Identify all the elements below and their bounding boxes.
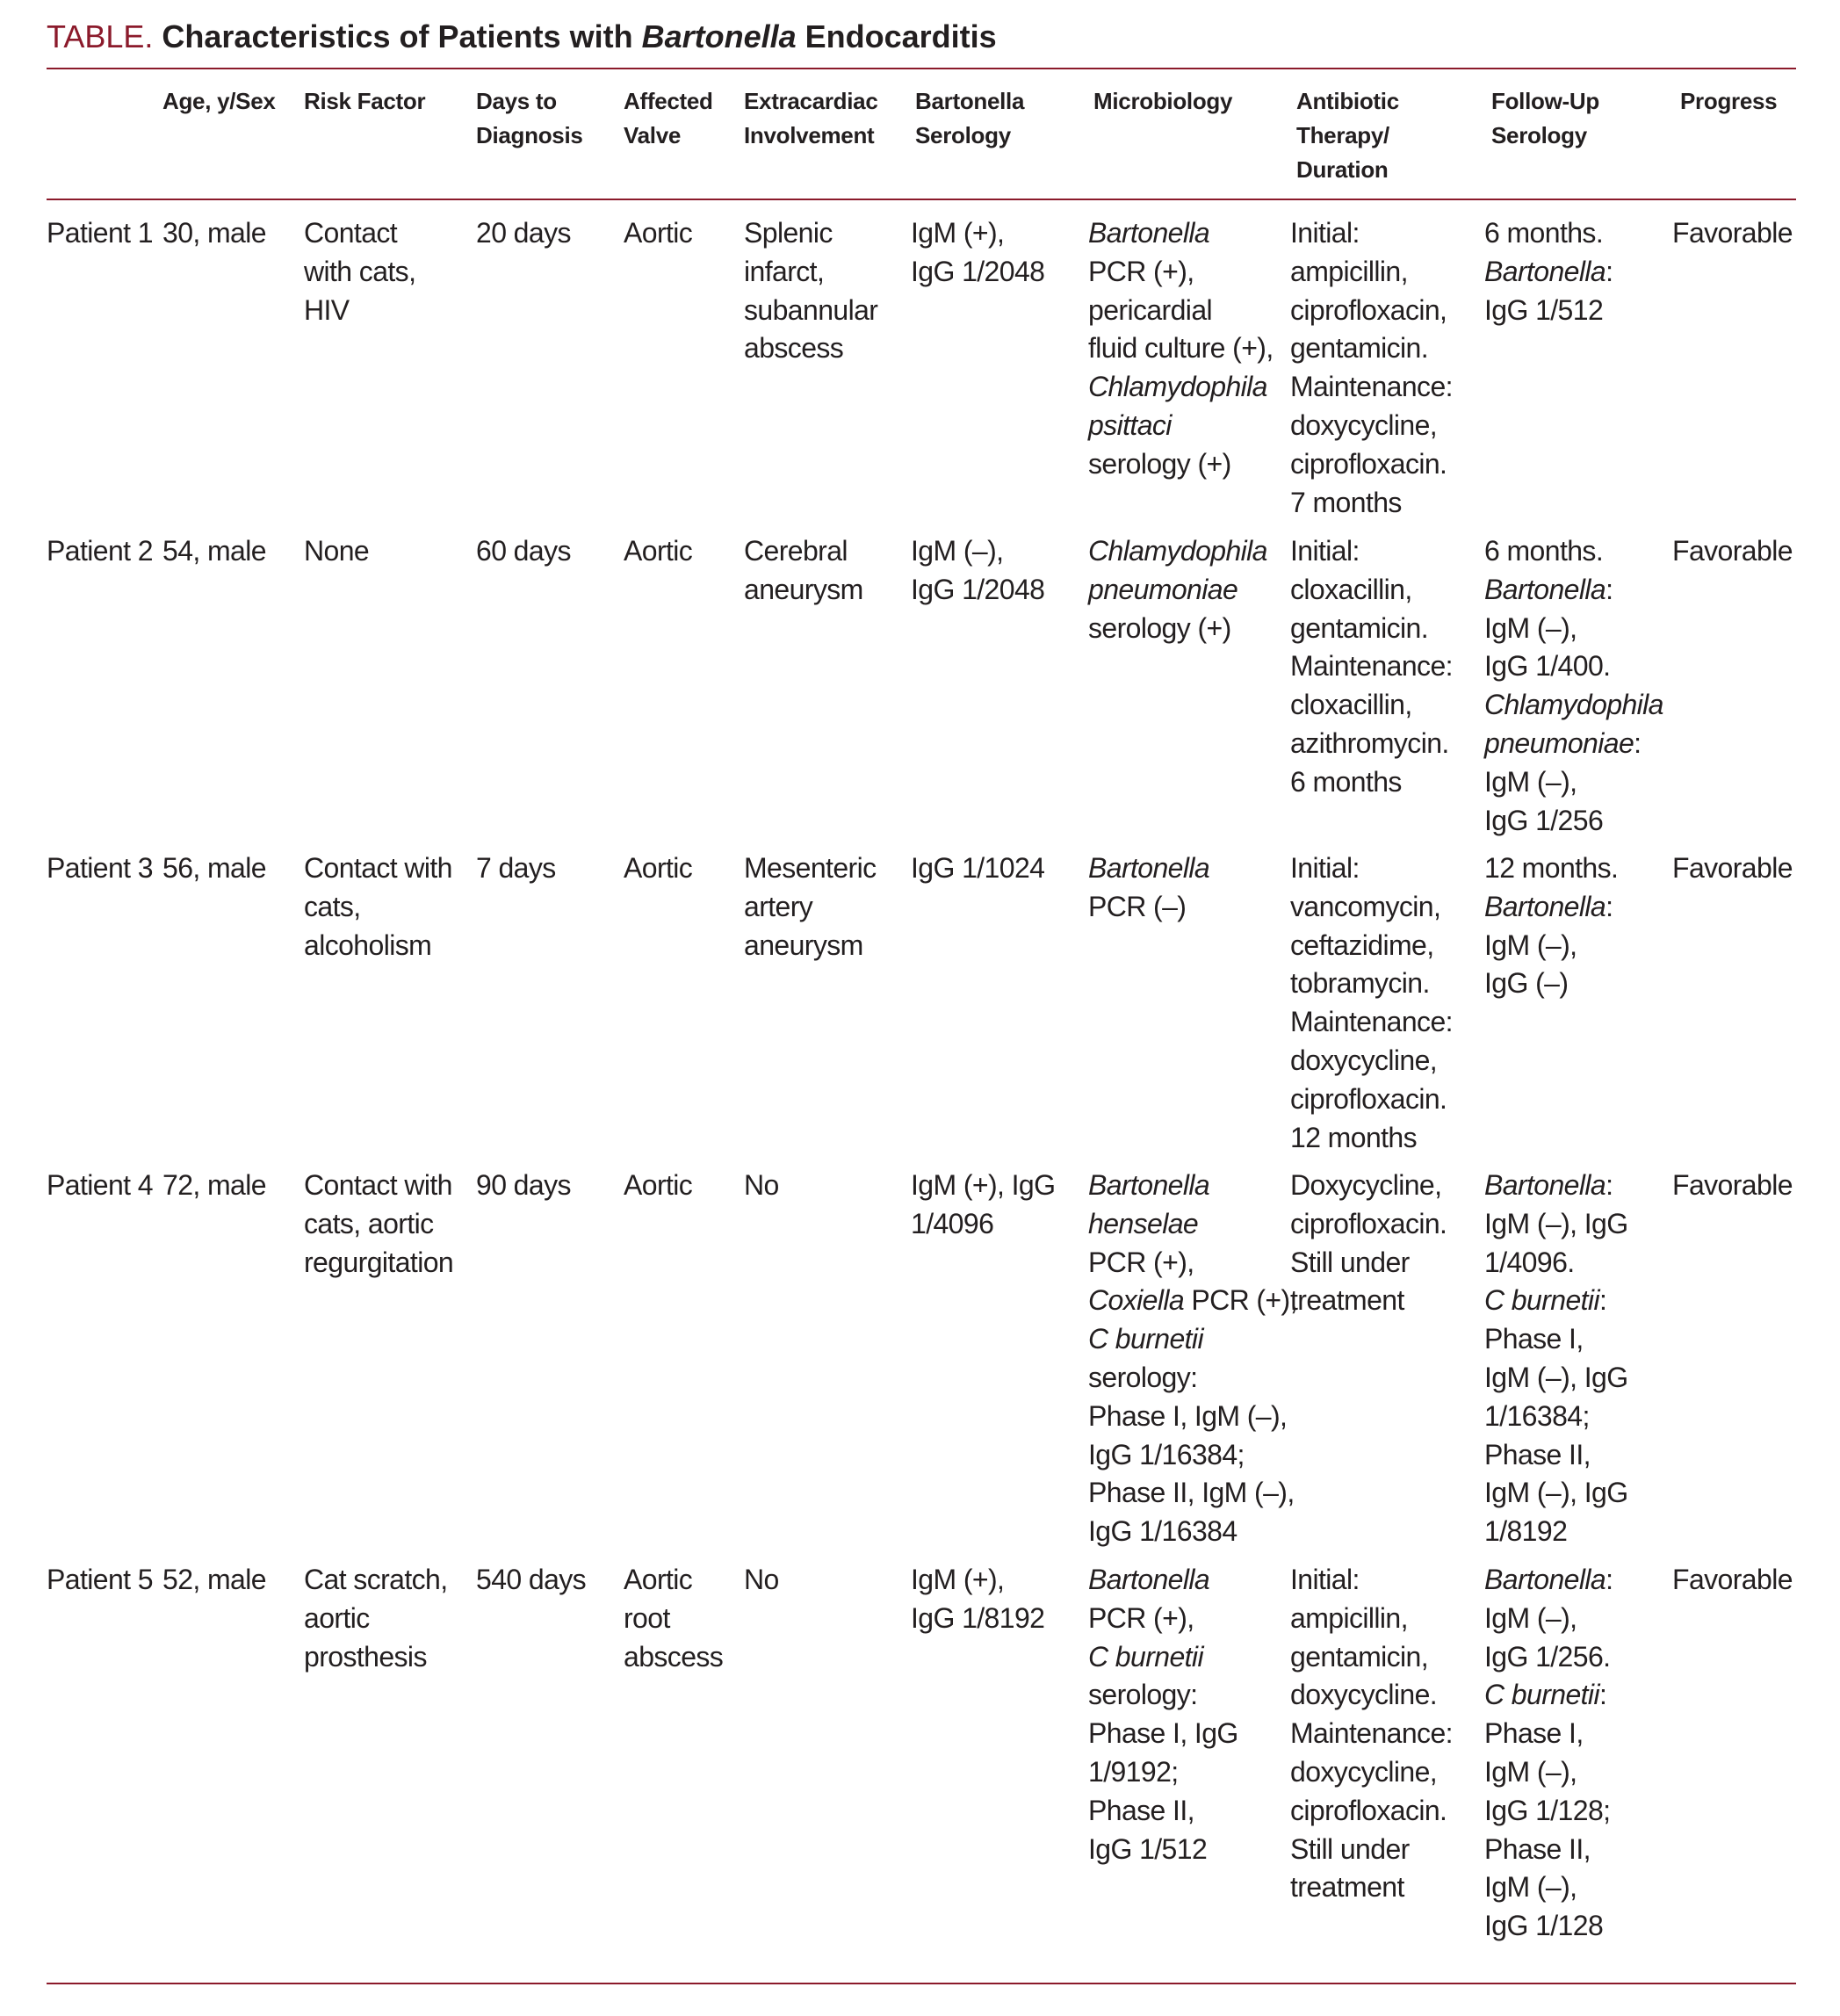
follow-up-serology-cell: 12 months. Bartonella: IgM (–), IgG (–) [1484, 852, 1619, 1000]
follow-up-serology-cell: Bartonella: IgM (–), IgG 1/4096. C burnetii: Phase I, IgM (–), IgG 1/16384; Phase II, IgM (–), IgG 1/8192 [1484, 1169, 1628, 1548]
progress-cell: Favorable [1672, 535, 1793, 567]
bartonella-serology-cell: IgG 1/1024 [911, 852, 1045, 884]
risk-factor-cell: Contact with cats, HIV [304, 217, 416, 326]
risk-factor-cell: Contact with cats, aortic regurgitation [304, 1169, 454, 1278]
age-sex-cell: 52, male [162, 1564, 266, 1595]
age-sex-cell: 54, male [162, 535, 266, 567]
age-sex-cell: 56, male [162, 852, 266, 884]
caption-title-pre: Characteristics of Patients with [162, 18, 633, 54]
header-antibiotic-therapy: Antibiotic Therapy/ Duration [1296, 88, 1399, 183]
affected-valve-cell: Aortic [624, 852, 693, 884]
extracardiac-cell: No [744, 1169, 779, 1201]
progress-cell: Favorable [1672, 852, 1793, 884]
header-bartonella-serology: Bartonella Serology [915, 88, 1025, 148]
caption-title [162, 18, 996, 54]
progress-cell: Favorable [1672, 1169, 1793, 1201]
age-sex-cell: 72, male [162, 1169, 266, 1201]
antibiotic-therapy-cell: Initial: ampicillin, ciprofloxacin, gentamicin. Maintenance: doxycycline, ciprofloxacin. 7 months [1290, 217, 1453, 518]
top-rule [47, 68, 1796, 69]
microbiology-cell: Bartonella henselae PCR (+), Coxiella PCR (+), C burnetii serology: Phase I, IgM (–), IgG 1/16384; Phase II, IgM (–), IgG 1/16384 [1088, 1169, 1297, 1548]
caption-title-post: Endocarditis [805, 18, 997, 54]
patient-cell: Patient 3 [47, 852, 153, 884]
days-to-diagnosis-cell: 7 days [476, 852, 556, 884]
header-extracardiac: Extracardiac Involvement [744, 88, 878, 148]
header-progress: Progress [1680, 88, 1778, 114]
patient-cell: Patient 4 [47, 1169, 153, 1201]
antibiotic-therapy-cell: Initial: cloxacillin, gentamicin. Maintenance: cloxacillin, azithromycin. 6 months [1290, 535, 1453, 798]
caption-title-italic: Bartonella [641, 18, 797, 54]
bartonella-serology-cell: IgM (–), IgG 1/2048 [911, 535, 1045, 605]
header-microbiology: Microbiology [1093, 88, 1233, 114]
patient-cell: Patient 5 [47, 1564, 153, 1595]
days-to-diagnosis-cell: 90 days [476, 1169, 571, 1201]
progress-cell: Favorable [1672, 217, 1793, 249]
caption-label: TABLE. [47, 18, 154, 54]
days-to-diagnosis-cell: 20 days [476, 217, 571, 249]
risk-factor-cell: Contact with cats, alcoholism [304, 852, 452, 961]
header-risk-factor: Risk Factor [304, 88, 426, 114]
progress-cell: Favorable [1672, 1564, 1793, 1595]
risk-factor-cell: Cat scratch, aortic prosthesis [304, 1564, 448, 1673]
microbiology-cell: Bartonella PCR (+), C burnetii serology: Phase I, IgG 1/9192; Phase II, IgG 1/512 [1088, 1564, 1238, 1865]
header-affected-valve: Affected Valve [624, 88, 713, 148]
risk-factor-cell: None [304, 535, 370, 567]
affected-valve-cell: Aortic [624, 217, 693, 249]
follow-up-serology-cell: Bartonella: IgM (–), IgG 1/256. C burnetii: Phase I, IgM (–), IgG 1/128; Phase II, IgM (–), IgG 1/128 [1484, 1564, 1613, 1942]
patient-cell: Patient 2 [47, 535, 153, 567]
patient-cell: Patient 1 [47, 217, 153, 249]
bartonella-serology-cell: IgM (+), IgG 1/2048 [911, 217, 1045, 287]
days-to-diagnosis-cell: 540 days [476, 1564, 587, 1595]
header-age-sex: Age, y/Sex [162, 88, 276, 114]
antibiotic-therapy-cell: Doxycycline, ciprofloxacin. Still under treatment [1290, 1169, 1447, 1317]
extracardiac-cell: Splenic infarct, subannular abscess [744, 217, 878, 365]
affected-valve-cell: Aortic [624, 535, 693, 567]
age-sex-cell: 30, male [162, 217, 266, 249]
follow-up-serology-cell: 6 months. Bartonella: IgG 1/512 [1484, 217, 1613, 326]
extracardiac-cell: Cerebral aneurysm [744, 535, 863, 605]
microbiology-cell: Chlamydophila pneumoniae serology (+) [1088, 535, 1267, 644]
follow-up-serology-cell: 6 months. Bartonella: IgM (–), IgG 1/400. Chlamydophila pneumoniae: IgM (–), IgG 1/256 [1484, 535, 1663, 836]
antibiotic-therapy-cell: Initial: ampicillin, gentamicin, doxycycline. Maintenance: doxycycline, ciprofloxacin. Still under treatment [1290, 1564, 1453, 1904]
bartonella-serology-cell: IgM (+), IgG 1/4096 [911, 1169, 1056, 1239]
bartonella-serology-cell: IgM (+), IgG 1/8192 [911, 1564, 1045, 1634]
header-days-to-diagnosis: Days to Diagnosis [476, 88, 583, 148]
affected-valve-cell: Aortic root abscess [624, 1564, 724, 1673]
table-caption [47, 16, 997, 58]
days-to-diagnosis-cell: 60 days [476, 535, 571, 567]
header-rule [47, 199, 1796, 200]
header-follow-up-serology: Follow-Up Serology [1491, 88, 1599, 148]
microbiology-cell: Bartonella PCR (–) [1088, 852, 1210, 922]
bottom-rule [47, 1983, 1796, 1984]
antibiotic-therapy-cell: Initial: vancomycin, ceftazidime, tobramycin. Maintenance: doxycycline, ciprofloxacin. 12 months [1290, 852, 1453, 1153]
microbiology-cell: Bartonella PCR (+), pericardial fluid culture (+), Chlamydophila psittaci serology (+) [1088, 217, 1274, 480]
affected-valve-cell: Aortic [624, 1169, 693, 1201]
extracardiac-cell: No [744, 1564, 779, 1595]
extracardiac-cell: Mesenteric artery aneurysm [744, 852, 877, 961]
